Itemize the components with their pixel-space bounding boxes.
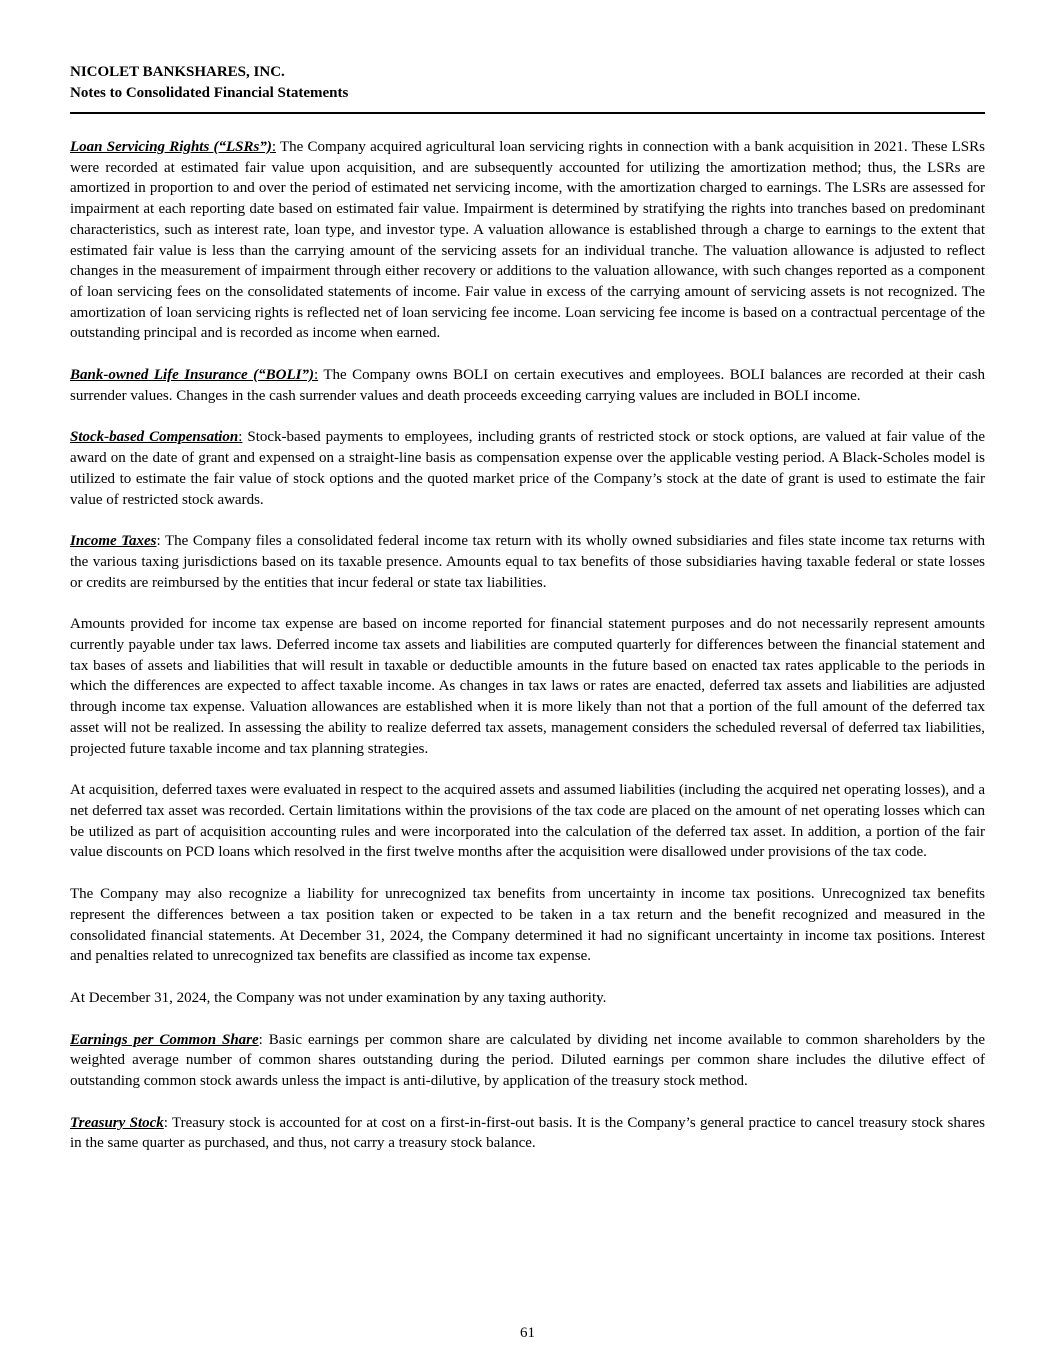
page-number: 61 xyxy=(520,1325,535,1341)
term-boli: Bank-owned Life Insurance (“BOLI”) xyxy=(70,367,314,384)
term-earnings-per-share: Earnings per Common Share xyxy=(70,1031,259,1048)
paragraph-tax-provision: Amounts provided for income tax expense are based on income reported for financial statement purposes and do not necessarily represent amounts currently payable under tax laws. Deferred income tax assets and liabilities are computed quarterly for differences between the financial statement and tax bases of assets and liabilities that will result in taxable or deductible amounts in the future based on enacted tax rates applicable to the periods in which the differences are expected to affect taxable income. As changes in tax laws or rates are enacted, deferred tax assets and liabilities are adjusted through income tax expense. Valuation allowances are established when it is more likely than not that a portion of the full amount of the deferred tax asset will not be realized. In assessing the ability to realize deferred tax assets, management considers the scheduled reversal of deferred tax liabilities, projected future taxable income and tax planning strategies. xyxy=(70,616,985,757)
paragraph-text: Treasury stock is accounted for at cost on a first-in-first-out basis. It is the Company’s general practice to cancel treasury stock shares in the same quarter as purchased, and thus, not carry a treasury stock balance. xyxy=(70,1114,985,1152)
paragraph-text: The Company owns BOLI on certain executives and employees. BOLI balances are recorded at their cash surrender values. Changes in the cash surrender values and death proceeds exceeding carrying values are included in BOLI income. xyxy=(70,367,986,404)
paragraph-text: Basic earnings per common share are calculated by dividing net income available to common shareholders by the weighted average number of common shares outstanding during the period. Diluted earnings per common share includes the dilutive effect of outstanding common stock awards unless the impact is anti-dilutive, by application of the treasury stock method. xyxy=(70,1031,985,1090)
document-page xyxy=(70,62,985,1175)
paragraph-earnings-per-share xyxy=(70,1030,985,1092)
paragraph-treasury-stock xyxy=(70,1113,985,1154)
page-header xyxy=(70,62,985,114)
term-treasury-stock: Treasury Stock xyxy=(70,1114,164,1131)
company-name: NICOLET BANKSHARES, INC. xyxy=(70,64,285,80)
paragraph-text: The Company files a consolidated federal income tax return with its wholly owned subsidiaries and files state income tax returns with the various taxing jurisdictions based on its taxable presence. Amounts equal to tax benefits of those subsidiaries having taxable federal or state losses or credits are reimbursed by the entities that incur federal or state tax liabilities. xyxy=(70,533,985,591)
paragraph-tax-examination: At December 31, 2024, the Company was not under examination by any taxing authority. xyxy=(70,989,607,1006)
document-subtitle: Notes to Consolidated Financial Statements xyxy=(70,85,349,101)
term-colon: : xyxy=(163,1114,168,1131)
header-rule xyxy=(70,112,985,114)
term-colon: : xyxy=(258,1031,263,1048)
term-colon: : xyxy=(238,429,243,446)
paragraph-text: The Company acquired agricultural loan servicing rights in connection with a bank acquisition in 2021. These LSRs were recorded at estimated fair value upon acquisition, and are subsequently accounted for utilizing the amortization method; thus, the LSRs are amortized in proportion to and over the period of estimated net servicing income, with the amortization charged to earnings. The LSRs are assessed for impairment at each reporting date based on estimated fair value. Impairment is determined by stratifying the rights into tranches based on predominant characteristics, such as interest rate, loan type, and investor type. A valuation allowance is established through a charge to earnings to the extent that estimated fair value is less than the carrying amount of the servicing assets for an individual tranche. The valuation allowance is adjusted to reflect changes in the measurement of impairment through either recovery or additions to the valuation allowance, with such changes reported as a component of loan servicing fees on the consolidated statements of income. Fair value in excess of the carrying amount of servicing assets is not recognized. The amortization of loan servicing rights is reflected net of loan servicing fee income. Loan servicing fee income is based on a contractual percentage of the outstanding principal and is recorded as income when earned. xyxy=(70,139,985,342)
term-loan-servicing-rights: Loan Servicing Rights (“LSRs”) xyxy=(70,139,272,155)
paragraph-text: Stock-based payments to employees, including grants of restricted stock or stock options, are valued at fair value of the award on the date of grant and expensed on a straight-line basis as compensation expense over the applicable vesting period. A Black-Scholes model is utilized to estimate the fair value of stock options and the quoted market price of the Company’s stock at the date of grant is used to estimate the fair value of restricted stock awards. xyxy=(70,429,985,508)
term-colon: : xyxy=(313,367,319,384)
paragraph-stock-based-compensation xyxy=(70,427,985,510)
paragraph-tax-acquisition: At acquisition, deferred taxes were evaluated in respect to the acquired assets and assumed liabilities (including the acquired net operating losses), and a net deferred tax asset was recorded. Certain limitations within the provisions of the tax code are placed on the amount of net operating losses which can be utilized as part of acquisition accounting rules and were incorporated into the calculation of the deferred tax asset. In addition, a portion of the fair value discounts on PCD loans which resolved in the first twelve months after the acquisition were disallowed under provisions of the tax code. xyxy=(70,782,985,861)
term-stock-based-compensation: Stock-based Compensation xyxy=(70,429,239,446)
term-income-taxes: Income Taxes xyxy=(70,533,157,550)
paragraph-boli xyxy=(70,365,985,406)
notes-body xyxy=(70,137,985,1154)
term-colon: : xyxy=(156,533,161,550)
term-colon: : xyxy=(271,139,277,155)
paragraph-loan-servicing-rights xyxy=(70,137,985,344)
paragraph-tax-uncertainty: The Company may also recognize a liability for unrecognized tax benefits from uncertainty in income tax positions. Unrecognized tax benefits represent the differences between a tax position taken or expected to be taken in a tax return and the benefit recognized and measured in the consolidated financial statements. At December 31, 2024, the Company determined it had no significant uncertainty in income tax positions. Interest and penalties related to unrecognized tax benefits are classified as income tax expense. xyxy=(70,886,985,965)
paragraph-income-taxes xyxy=(70,531,985,593)
